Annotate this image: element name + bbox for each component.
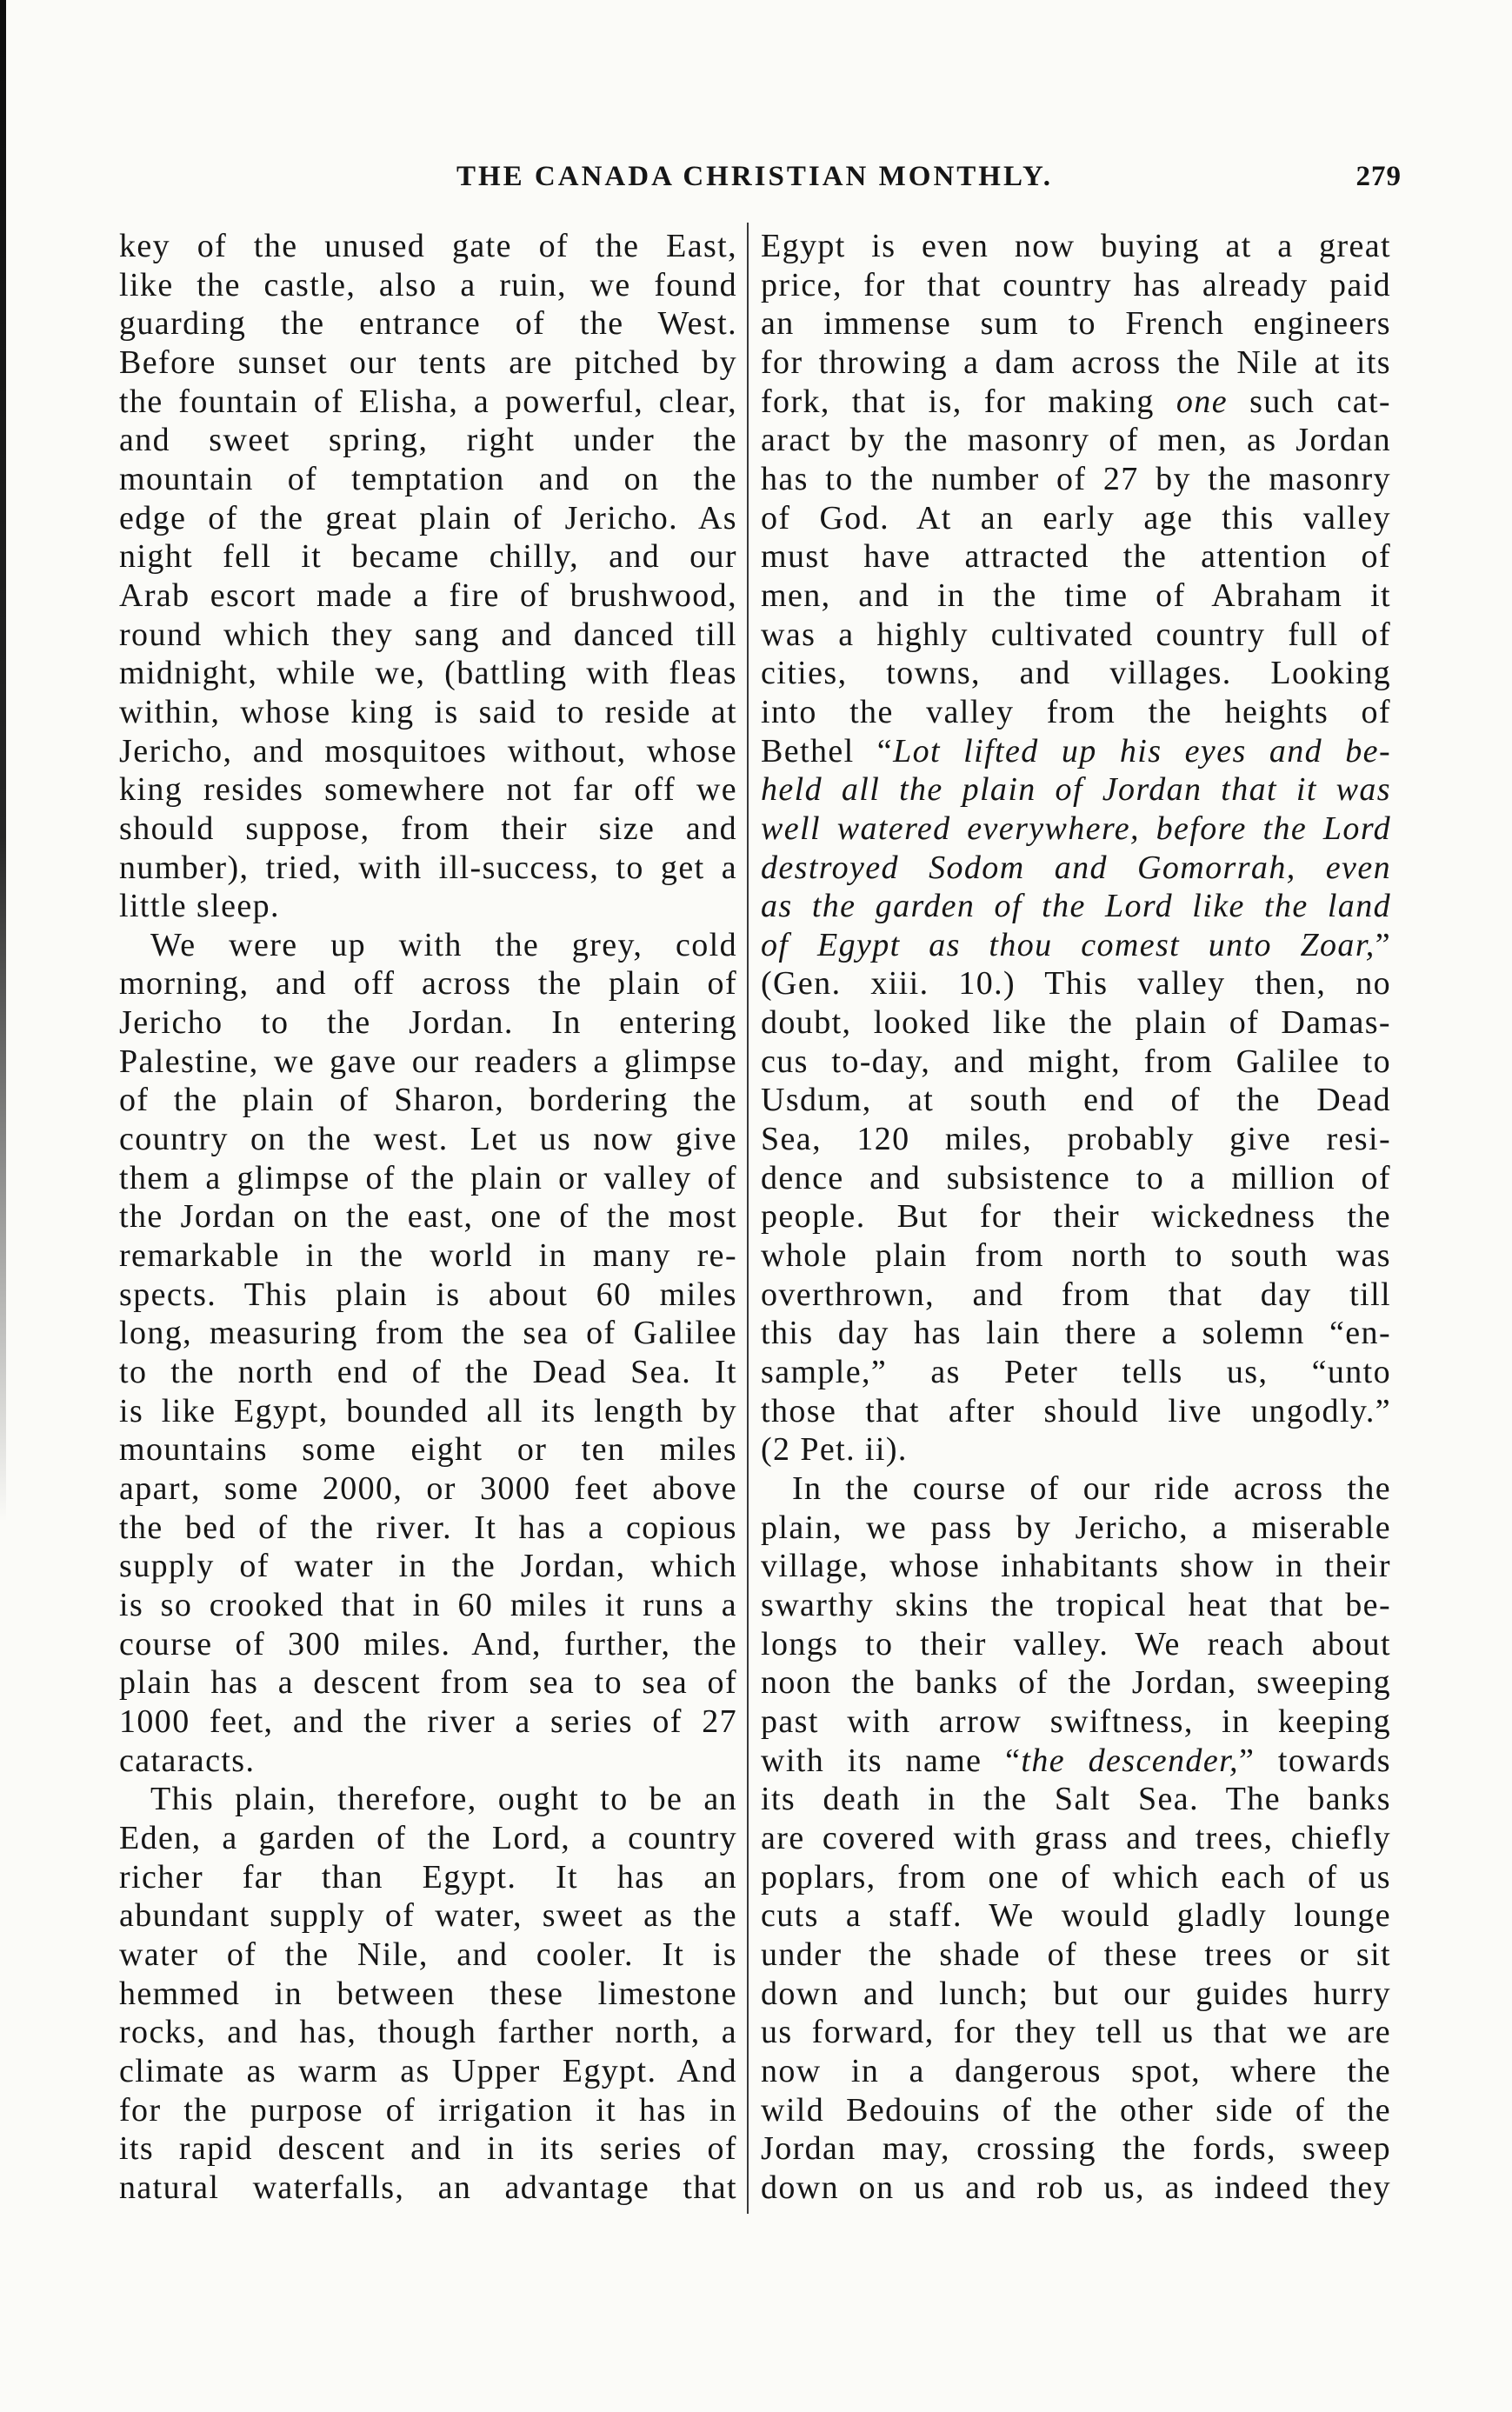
text-line: noon the banks of the Jordan, sweeping	[761, 1664, 1391, 1702]
paragraph-end-line: (2 Pet. ii).	[761, 1431, 908, 1469]
text-line: Palestine, we gave our readers a glimpse	[119, 1043, 737, 1080]
text-line: should suppose, from their size and	[119, 810, 737, 847]
text-line: Jordan may, crossing the fords, sweep	[761, 2130, 1391, 2168]
italic-quote-line: as the garden of the Lord like the land	[761, 888, 1391, 925]
text-line: Egypt is even now buying at a great	[761, 228, 1391, 264]
text-segment: Bethel “	[761, 732, 894, 770]
text-line: spects. This plain is about 60 miles	[119, 1276, 737, 1313]
text-line: 1000 feet, and the river a series of 27	[119, 1702, 737, 1740]
text-line: aract by the masonry of men, as Jordan	[761, 422, 1391, 459]
text-line: sample,” as Peter tells us, “unto	[761, 1354, 1391, 1391]
text-line: past with arrow swiftness, in keeping	[761, 1702, 1391, 1740]
right-column	[761, 227, 1391, 2207]
text-line: is so crooked that in 60 miles it runs a	[119, 1586, 737, 1623]
text-line: poplars, from one of which each of us	[761, 1858, 1391, 1896]
italic-quote-line: held all the plain of Jordan that it was	[761, 771, 1391, 809]
text-line: its rapid descent and in its series of	[119, 2130, 737, 2168]
italic-segment: Lot lifted up his eyes and be-	[893, 732, 1391, 770]
italic-segment: of Egypt as thou comest unto Zoar,	[761, 926, 1375, 963]
text-line: swarthy skins the tropical heat that be-	[761, 1586, 1391, 1623]
column-rule	[747, 223, 749, 2214]
text-line: into the valley from the heights of	[761, 693, 1391, 730]
paragraph-start-line: We were up with the grey, cold	[150, 926, 737, 963]
italic-quote-line: destroyed Sodom and Gomorrah, even	[761, 849, 1391, 886]
text-line: hemmed in between these limestone	[119, 1975, 737, 2012]
text-line: are covered with grass and trees, chiefly	[761, 1819, 1391, 1856]
text-line: round which they sang and danced till	[119, 616, 737, 653]
text-line: mountain of temptation and on the	[119, 460, 737, 497]
text-line: night fell it became chilly, and our	[119, 538, 737, 576]
text-line: Sea, 120 miles, probably give resi-	[761, 1121, 1391, 1158]
text-line: like the castle, also a ruin, we found	[119, 266, 737, 303]
text-line: key of the unused gate of the East,	[119, 228, 737, 264]
text-line: Arab escort made a fire of brushwood,	[119, 576, 737, 614]
paragraph-start-line: This plain, therefore, ought to be an	[150, 1781, 737, 1818]
text-line: Jericho to the Jordan. In entering	[119, 1004, 737, 1042]
text-line: of the plain of Sharon, bordering the	[119, 1082, 737, 1119]
text-line: number), tried, with ill-success, to get a	[119, 849, 737, 886]
text-line: the Jordan on the east, one of the most	[119, 1198, 737, 1236]
text-line: edge of the great plain of Jericho. As	[119, 499, 737, 536]
paragraph-end-line: cataracts.	[119, 1742, 256, 1779]
text-line: of God. At an early age this valley	[761, 499, 1391, 536]
text-line: overthrown, and from that day till	[761, 1276, 1391, 1313]
text-line: midnight, while we, (battling with fleas	[119, 655, 737, 692]
text-line: king resides somewhere not far off we	[119, 771, 737, 809]
text-segment: such cat-	[1227, 383, 1391, 420]
text-line: natural waterfalls, an advantage that	[119, 2169, 737, 2206]
text-line: water of the Nile, and cooler. It is	[119, 1936, 737, 1973]
text-line: course of 300 miles. And, further, the	[119, 1625, 737, 1662]
text-line: climate as warm as Upper Egypt. And	[119, 2052, 737, 2089]
text-line: morning, and off across the plain of	[119, 965, 737, 1003]
text-line: supply of water in the Jordan, which	[119, 1548, 737, 1585]
text-line: the fountain of Elisha, a powerful, clear,	[119, 383, 737, 420]
italic-segment: the descender,	[1021, 1742, 1239, 1779]
text-segment: with its name “	[761, 1742, 1022, 1779]
text-line	[761, 383, 1391, 422]
text-line: whole plain from north to south was	[761, 1237, 1391, 1275]
italic-quote-line: well watered everywhere, before the Lord	[761, 810, 1391, 847]
text-line: Before sunset our tents are pitched by	[119, 343, 737, 381]
text-line: apart, some 2000, or 3000 feet above	[119, 1470, 737, 1507]
text-line: its death in the Salt Sea. The banks	[761, 1781, 1391, 1818]
text-line: under the shade of these trees or sit	[761, 1936, 1391, 1973]
text-line: cuts a staff. We would gladly lounge	[761, 1897, 1391, 1935]
running-head-title: THE CANADA CHRISTIAN MONTHLY.	[456, 161, 1053, 192]
text-line: and sweet spring, right under the	[119, 422, 737, 459]
text-line: down on us and rob us, as indeed they	[761, 2169, 1391, 2206]
text-line: cus to-day, and might, from Galilee to	[761, 1043, 1391, 1080]
text-line	[761, 1742, 1391, 1781]
text-line: people. But for their wickedness the	[761, 1198, 1391, 1236]
text-line: mountains some eight or ten miles	[119, 1431, 737, 1469]
text-line: rocks, and has, though farther north, a	[119, 2014, 737, 2051]
text-line: them a glimpse of the plain or valley of	[119, 1159, 737, 1196]
paragraph-end-line: little sleep.	[119, 888, 280, 925]
text-line: guarding the entrance of the West.	[119, 305, 737, 343]
text-line: wild Bedouins of the other side of the	[761, 2091, 1391, 2129]
left-column	[119, 227, 737, 2207]
text-line: remarkable in the world in many re-	[119, 1237, 737, 1275]
text-line: cities, towns, and villages. Looking	[761, 655, 1391, 692]
text-line: for the purpose of irrigation it has in	[119, 2091, 737, 2129]
text-line: plain has a descent from sea to sea of	[119, 1664, 737, 1702]
text-line: plain, we pass by Jericho, a miserable	[761, 1509, 1391, 1546]
text-line: long, measuring from the sea of Galilee	[119, 1315, 737, 1352]
text-line: the bed of the river. It has a copious	[119, 1509, 737, 1546]
text-line	[761, 926, 1391, 965]
text-line: down and lunch; but our guides hurry	[761, 1975, 1391, 2012]
text-line: country on the west. Let us now give	[119, 1121, 737, 1158]
text-line: an immense sum to French engineers	[761, 305, 1391, 343]
text-line: now in a dangerous spot, where the	[761, 2052, 1391, 2089]
text-line: to the north end of the Dead Sea. It	[119, 1354, 737, 1391]
italic-segment: one	[1176, 383, 1228, 420]
text-segment: ” towards	[1238, 1742, 1391, 1779]
text-line: doubt, looked like the plain of Damas-	[761, 1004, 1391, 1042]
text-line: was a highly cultivated country full of	[761, 616, 1391, 653]
text-line: Usdum, at south end of the Dead	[761, 1082, 1391, 1119]
text-line: must have attracted the attention of	[761, 538, 1391, 576]
text-line: has to the number of 27 by the masonry	[761, 460, 1391, 497]
text-line: dence and subsistence to a million of	[761, 1159, 1391, 1196]
text-line: for throwing a dam across the Nile at its	[761, 343, 1391, 381]
text-segment: ”	[1375, 926, 1391, 963]
text-line: abundant supply of water, sweet as the	[119, 1897, 737, 1935]
paragraph-start-line: In the course of our ride across the	[792, 1470, 1391, 1507]
page-edge-shadow	[0, 0, 6, 1522]
text-line: within, whose king is said to reside at	[119, 693, 737, 730]
text-line: is like Egypt, bounded all its length by	[119, 1392, 737, 1429]
text-line: price, for that country has already paid	[761, 266, 1391, 303]
text-segment: fork, that is, for making	[761, 383, 1176, 420]
text-line: village, whose inhabitants show in their	[761, 1548, 1391, 1585]
text-line: longs to their valley. We reach about	[761, 1625, 1391, 1662]
text-line: those that after should live ungodly.”	[761, 1392, 1391, 1429]
page-number: 279	[1355, 161, 1402, 192]
text-line: us forward, for they tell us that we are	[761, 2014, 1391, 2051]
text-line	[761, 732, 1391, 771]
text-line: this day has lain there a solemn “en-	[761, 1315, 1391, 1352]
text-line: richer far than Egypt. It has an	[119, 1858, 737, 1896]
text-line: Eden, a garden of the Lord, a country	[119, 1819, 737, 1856]
text-line: (Gen. xiii. 10.) This valley then, no	[761, 965, 1391, 1003]
text-line: Jericho, and mosquitoes without, whose	[119, 732, 737, 770]
text-line: men, and in the time of Abraham it	[761, 576, 1391, 614]
